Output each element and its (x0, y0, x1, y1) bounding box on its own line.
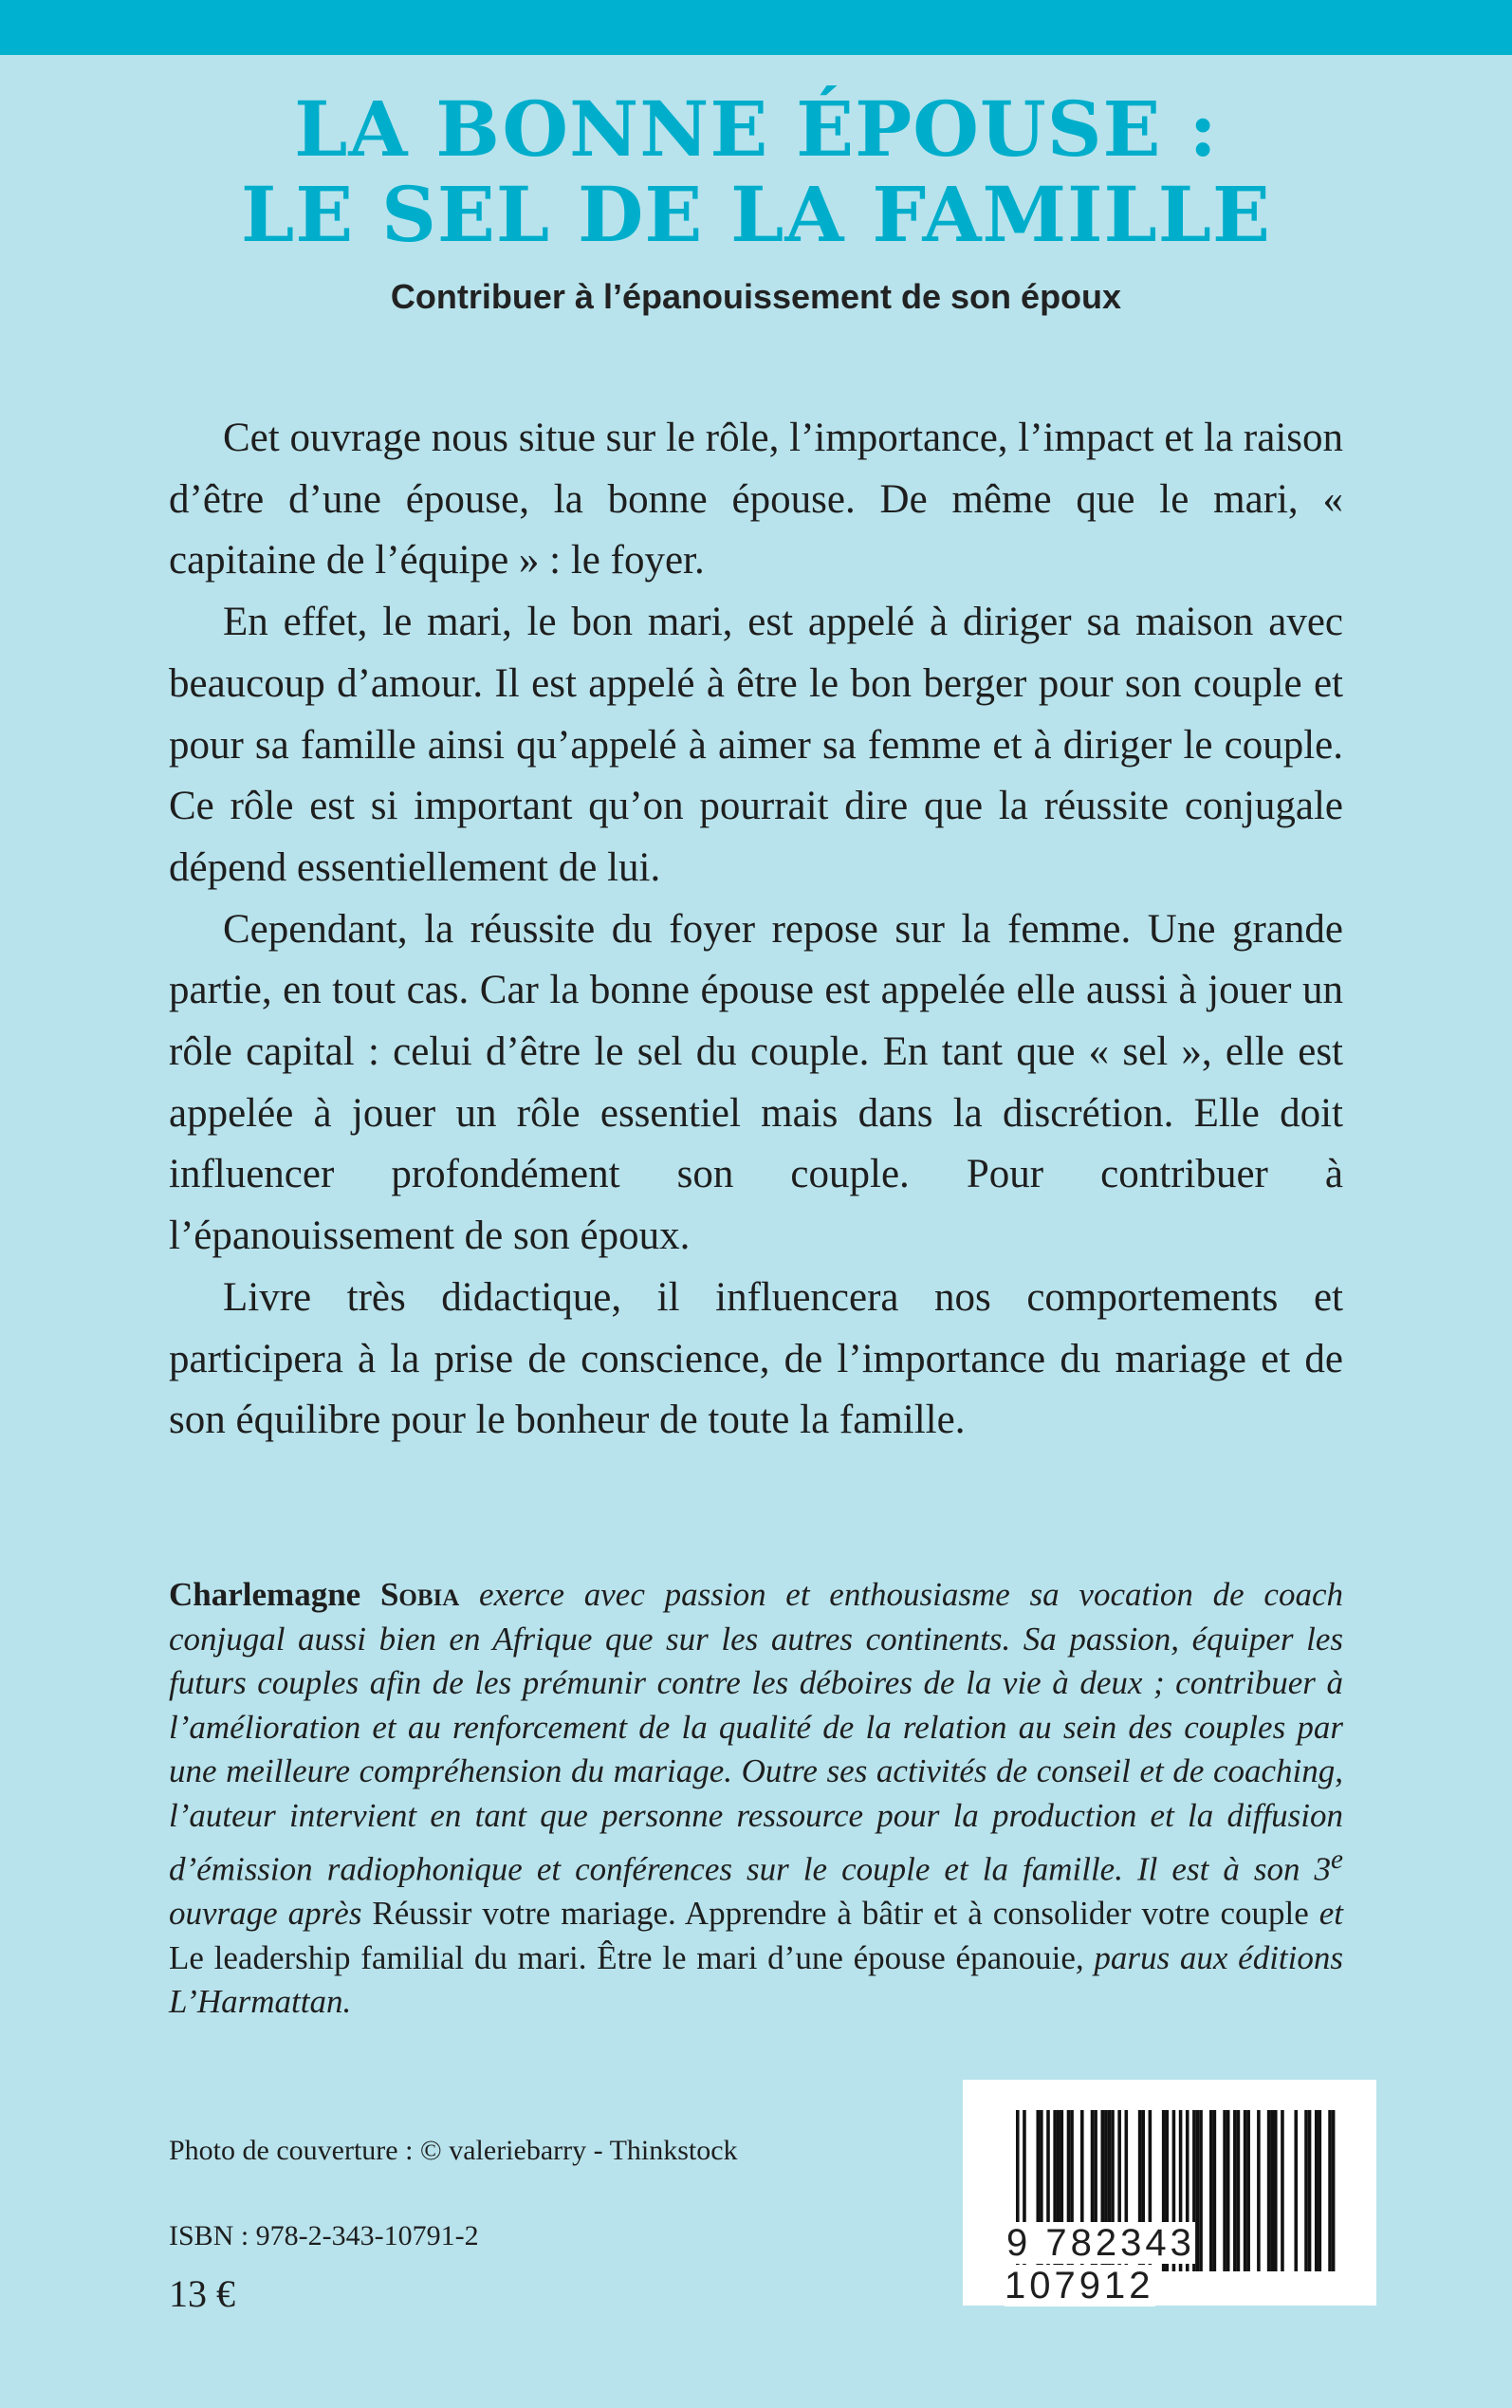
author-bio (169, 1573, 1343, 2025)
book-reference-2: Le leadership familial du mari. Être le mari d’une épouse épanouie (169, 1938, 1076, 1976)
blurb (169, 408, 1343, 1452)
author-last-name: Sobia (379, 1576, 460, 1613)
bio-text: et (1308, 1895, 1343, 1933)
blurb-paragraph: Cet ouvrage nous situe sur le rôle, l’importance, l’impact et la raison d’être d’une épouse, la bonne épouse. De même que le mari, « capitaine de l’équipe » : le foyer. (169, 416, 1343, 583)
author-first-name: Charlemagne (169, 1576, 361, 1613)
blurb-paragraph: En effet, le mari, le bon mari, est appelé à diriger sa maison avec beaucoup d’amour. Il est appelé à être le bon berger pour son couple et pour sa famille ainsi qu’appelé à aimer sa femme et à diriger le couple. Ce rôle est si important qu’on pourrait dire que la réussite conjugale dépend essentiellement de lui. (169, 600, 1343, 890)
blurb-paragraph: Cependant, la réussite du foyer repose sur la femme. Une grande partie, en tout cas. Car la bonne épouse est appelée elle aussi à jouer un rôle capital : celui d’être le sel du couple. En tant que « sel », elle est appelée à jouer un rôle essentiel mais dans la discrétion. Elle doit influencer profondément son couple. Pour contribuer à l’épanouissement de son époux. (169, 906, 1343, 1259)
blurb-paragraph: Livre très didactique, il influencera nos comportements et participera à la prise de conscience, de l’importance du mariage et de son équilibre pour le bonheur de toute la famille. (169, 1274, 1343, 1443)
isbn: ISBN : 978-2-343-10791-2 (169, 2220, 479, 2251)
book-reference-1: Réussir votre mariage. Apprendre à bâtir et à consolider votre couple (372, 1895, 1309, 1933)
bio-text: exerce avec passion et enthousiasme sa vocation de coach conjugal aussi bien en Afrique que sur les autres continents. Sa passion, équiper les futurs couples afin de les prémunir contre les déboires de la vie à deux ; contribuer à l’amélioration et au renforcement de la qualité de la relation au sein des couples par une meilleure compréhension du mariage. Outre ses activités de conseil et de coaching, l’auteur intervient en tant que personne ressource pour la production et la diffusion d’émission radiophonique et conférences sur le couple et la famille. Il est à son 3 (169, 1576, 1343, 1888)
barcode-digits (1005, 2222, 1346, 2307)
bio-text: , parus aux éditions L’Harmattan. (169, 1938, 1343, 2021)
barcode-number: 9 782343 107912 (1005, 2222, 1195, 2306)
barcode (963, 2080, 1376, 2306)
price: 13 € (169, 2272, 235, 2315)
book-subtitle: Contribuer à l’épanouissement de son époux (390, 277, 1122, 316)
bio-superscript: e (1331, 1844, 1343, 1875)
top-color-band (0, 0, 1512, 55)
bio-text: ouvrage après (169, 1895, 373, 1933)
book-title-line-1: LA BONNE ÉPOUSE : (294, 84, 1218, 174)
book-title-line-2: LE SEL DE LA FAMILLE (241, 170, 1271, 259)
photo-credit: Photo de couverture : © valeriebarry - Thinkstock (169, 2135, 738, 2166)
